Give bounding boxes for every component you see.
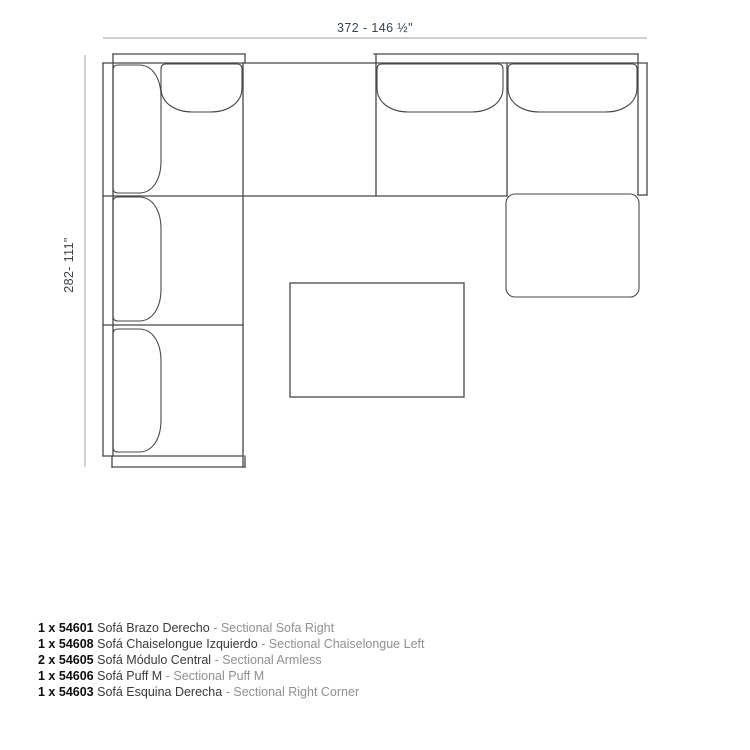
puff-module xyxy=(290,283,464,397)
cushion-corner-top xyxy=(161,64,242,112)
part-qty-code xyxy=(38,621,94,635)
part-name-en xyxy=(226,685,359,699)
part-name-es: Sofá Chaiselongue Izquierdo xyxy=(97,637,258,651)
part-qty: 1 x xyxy=(38,669,56,683)
part-qty-code xyxy=(38,669,94,683)
part-name-en-text: Sectional Armless xyxy=(222,653,322,667)
cushion-sofa-right-2 xyxy=(113,329,161,452)
chaiselongue-extension xyxy=(506,194,639,297)
part-name-en xyxy=(213,621,334,635)
part-qty-code xyxy=(38,653,94,667)
part-code: 54606 xyxy=(58,669,94,683)
part-code: 54601 xyxy=(58,621,94,635)
part-qty: 1 x xyxy=(38,637,56,651)
part-name-en-text: Sectional Puff M xyxy=(173,669,265,683)
cushion-corner-left xyxy=(113,65,161,193)
part-name-es: Sofá Puff M xyxy=(97,669,163,683)
dim-label-top: 372 - 146 ½" xyxy=(337,21,413,35)
sofa-outline xyxy=(103,54,647,467)
part-name-es: Sofá Brazo Derecho xyxy=(97,621,210,635)
part-item xyxy=(38,684,424,700)
part-item xyxy=(38,636,424,652)
parts-list xyxy=(38,620,424,700)
part-qty: 1 x xyxy=(38,685,56,699)
part-separator: - xyxy=(165,669,170,683)
part-qty: 2 x xyxy=(38,653,56,667)
part-qty: 1 x xyxy=(38,621,56,635)
part-name-en xyxy=(215,653,322,667)
part-name-en xyxy=(261,637,424,651)
part-code: 54605 xyxy=(58,653,94,667)
part-code: 54608 xyxy=(58,637,94,651)
part-item xyxy=(38,668,424,684)
dimension-lines xyxy=(85,38,647,467)
part-name-en xyxy=(166,669,264,683)
part-name-es: Sofá Módulo Central xyxy=(97,653,212,667)
part-qty-code xyxy=(38,637,94,651)
part-item xyxy=(38,620,424,636)
part-separator: - xyxy=(213,621,218,635)
part-name-en-text: Sectional Right Corner xyxy=(233,685,360,699)
part-code: 54603 xyxy=(58,685,94,699)
cushion-armless xyxy=(377,64,503,112)
back-cushions xyxy=(113,64,637,452)
cushion-sofa-right-1 xyxy=(113,197,161,321)
dim-label-left: 282- 111" xyxy=(62,237,76,293)
part-separator: - xyxy=(214,653,219,667)
cushion-chaiselongue xyxy=(508,64,637,112)
part-name-en-text: Sectional Sofa Right xyxy=(220,621,335,635)
part-qty-code xyxy=(38,685,94,699)
part-name-en-text: Sectional Chaiselongue Left xyxy=(268,637,425,651)
part-name-es: Sofá Esquina Derecha xyxy=(97,685,223,699)
part-separator: - xyxy=(261,637,266,651)
part-separator: - xyxy=(225,685,230,699)
part-item xyxy=(38,652,424,668)
